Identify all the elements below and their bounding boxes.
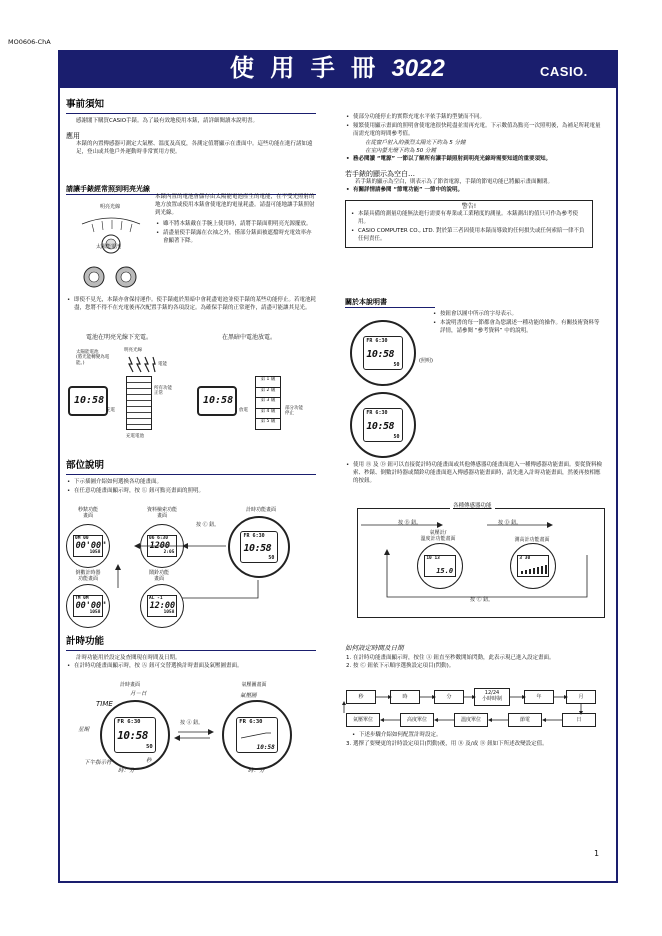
watch-line: 12:00 — [149, 600, 176, 611]
light-text: 本錶內置的電池會儲存由太陽能電池產生的電能，在不受光照射的地方放置或使用本錶會使電池的電量耗盡。請盡可能地讓手錶照射到光線。 — [155, 194, 315, 216]
hour-minute-label-2: 時：分 — [248, 768, 265, 774]
all-functions-label: 所有功能 正常 — [154, 386, 172, 397]
month-day-label: 月－日 — [130, 691, 147, 697]
about-manual-title-wrap — [345, 298, 435, 308]
watch-line: FR 6:30 — [366, 337, 388, 344]
watch-line: 1200 — [149, 540, 171, 551]
sun-watch-icon — [78, 214, 144, 292]
graph-watch — [222, 700, 292, 770]
settings-flow-arrows — [340, 686, 602, 732]
timer-face — [73, 595, 107, 617]
setting-item-minute: 分 — [434, 690, 464, 704]
weekday-label: 星期 — [78, 727, 90, 733]
sensor-access-text: • 使用 Ⓑ 及 Ⓓ 鈕可以直接從計時功能畫面或其他傳感器功能畫面進入一種傳感器功能畫面。要從資料檢索、秒錶、倒數計時器或鬧鈴功能畫面進入傳感器功能畫面時，請先進入計時功能畫面，然後再按相應的按鈕。 — [345, 462, 605, 486]
timer-label: 倒數計時器 功能畫面 — [75, 570, 101, 582]
charge-title: 電池在明亮光線下充電。 — [86, 334, 153, 341]
altitude-bars-icon — [520, 564, 548, 574]
discharge-time-digits: 10:58 — [203, 395, 234, 406]
battery-label: 充電電池 — [126, 434, 144, 439]
press-c2-label: 按 Ⓒ 鈕。 — [470, 597, 494, 603]
screen-label: 計時畫面 — [119, 682, 140, 688]
blank-display-bullet: • 有關詳情請參閱 “節電功能” 一節中的說明。 — [345, 187, 605, 195]
setting-item-year: 年 — [524, 690, 554, 704]
battery-level: 第 4 級 — [256, 409, 280, 420]
setting-item-hour: 時 — [390, 690, 420, 704]
solar-label: 太陽能電池 (將光能轉變為電能。) — [76, 350, 110, 366]
watch-line: 50 — [393, 361, 400, 368]
alarm-face — [147, 595, 177, 617]
setting-item-power-saving: 節電 — [508, 713, 542, 727]
graph-screen-label: 氣壓圖畫面 — [241, 682, 267, 688]
set-time-step-1: 1. 在計時功能畫面顯示時，按住 Ⓐ 鈕直至秒數開始閃動，此表示現已進入設定畫面。 — [346, 654, 555, 661]
charge-time-note: 在室內螢光燈下約為 50 分鐘 — [365, 147, 436, 154]
stopwatch-face — [73, 535, 107, 557]
usage-title: 應用 — [66, 131, 80, 140]
light-button-label: (照明) — [419, 358, 433, 364]
battery-charged-bars — [126, 376, 152, 430]
blank-display-title: 若手錶的顯示為空白… — [345, 169, 415, 178]
blank-display-text: 若手錶的顯示為空白，則表示為了節省電源，手錶的節電功能已將顯示畫面關閉。 — [355, 179, 554, 186]
setting-item-altitude-unit: 高度單位 — [400, 713, 434, 727]
stopwatch-label: 秒錶功能 畫面 — [77, 507, 98, 519]
about-manual-bullets — [432, 311, 604, 337]
about-bullet: • 本說明書的每一節都會為您講述一種功能的操作。有關技術資料等詳情，請參閱 “參考資料” 中的說明。 — [432, 320, 604, 336]
power-bullet: • 使部分功能停止的實際充電水平依手錶的型號而不同。 — [345, 114, 605, 122]
watch-line: FR 6:30 — [239, 718, 263, 725]
watch-line: 1058 — [89, 549, 101, 555]
watch-line: 2:05 — [163, 549, 175, 555]
warning-item: • 本錶具備的測量功能無法進行需要有專業或工業精度的測量。本錶測出的值只可作為參考使用。 — [350, 211, 588, 227]
about-watch-2 — [350, 392, 416, 458]
watch-line: 1058 — [89, 609, 101, 615]
precautions-title: 事前須知 — [66, 99, 316, 114]
power-label: 電能 — [158, 362, 167, 367]
watch-line: FR 6:30 — [243, 532, 265, 539]
watch-line: 1058 — [163, 609, 175, 615]
sunlight-illustration — [76, 204, 146, 296]
bright-light-label: 明亮光線 — [99, 204, 120, 210]
about-watch-face — [363, 336, 403, 371]
set-time-notes — [345, 732, 605, 749]
light-title: 請讓手錶經常照到明亮光線 — [66, 185, 316, 195]
sensor-functions-title: 各種傳感器功能 — [450, 503, 495, 510]
setting-item-day: 日 — [562, 713, 596, 727]
set-time-note: • 下述步驟介紹如何配置計時設定。 — [351, 732, 605, 740]
about-watch-face — [363, 408, 403, 443]
light-bullet: • 雖不將本錶戴在手腕上使用時，請將手錶面朝明亮光源擺放。 — [155, 221, 315, 229]
watch-line: 10 13 — [426, 555, 440, 561]
partial-stop-label: 部分功能 停止 — [285, 406, 303, 417]
set-time-step: 選擇了要變更的計時設定項目(閃動)後，用 Ⓑ 及/或 Ⓓ 鈕如下所述改變設定值。 — [353, 740, 548, 747]
document-code: MO0606-ChA — [8, 38, 51, 46]
light-text-block — [155, 194, 315, 247]
set-time-step: 按 Ⓒ 鈕依下示順序選換設定項目(閃動)。 — [353, 662, 455, 669]
watch-line: 10:58 — [117, 729, 148, 743]
light-bullet: • 請盡量使手錶露在衣袖之外，僅部分錶面被遮擋時充電效率亦會顯著下降。 — [155, 230, 315, 246]
watch-line: 10:58 — [366, 348, 395, 360]
model-number: 3022 — [391, 55, 445, 82]
altimeter-label: 測高計功能畫面 — [514, 537, 550, 543]
modes-bullet: • 下示插圖介紹如何選換各功能畫面。 — [66, 479, 316, 487]
watch-line: 00'00" — [75, 540, 107, 551]
light-bullets — [155, 221, 315, 246]
alarm-watch — [140, 584, 184, 628]
press-d-label: 按 Ⓓ 鈕。 — [498, 520, 522, 526]
charge-time-note: 在從窗戶射入的強烈太陽光下約為 5 分鐘 — [365, 139, 466, 146]
warning-box — [345, 200, 593, 248]
sensor-access-note — [345, 462, 605, 487]
precautions-intro: 感謝閣下購買CASIO手錶。為了最有效地使用本錶，請詳細閱讀本說明書。 — [76, 117, 259, 124]
second-label: 秒 — [146, 758, 152, 764]
hour-minute-label: 時：分 — [118, 768, 135, 774]
power-bullet: • 頻繁使用顯示畫面的照明會使電池很快耗盡並需再充電。下示數值為點亮一次照明後，為補足所耗電量而需充電的時間參考值。 — [345, 123, 605, 139]
recall-label: 資料檢索功能 畫面 — [146, 507, 177, 519]
press-b-label: 按 Ⓑ 鈕。 — [398, 520, 422, 526]
timekeeping-label: 計時功能畫面 — [245, 507, 276, 513]
light-arrows-icon — [126, 356, 156, 374]
press-c-label: 按 Ⓒ 鈕。 — [196, 522, 220, 528]
set-time-step-2: 2. 按 Ⓒ 鈕依下示順序選換設定項目(閃動)。 — [346, 662, 455, 669]
charge-diagram — [66, 346, 191, 446]
watch-line: 10:58 — [256, 743, 275, 751]
graph-label: 氣壓圖 — [240, 693, 257, 699]
altimeter-face — [517, 555, 549, 578]
watch-line: FR 6:30 — [117, 718, 141, 725]
dark-note — [66, 297, 316, 314]
about-watch-1 — [350, 320, 416, 386]
casio-logo: CASIO. — [540, 64, 588, 79]
power-bullets — [345, 114, 605, 139]
about-manual-title: 關於本說明書 — [345, 298, 435, 308]
warning-title: 警告! — [461, 203, 477, 211]
set-time-step-3: 3. 選擇了要變更的計時設定項目(閃動)後，用 Ⓑ 及/或 Ⓓ 鈕如下所述改變設定值。 — [346, 740, 548, 747]
timekeeping-section — [66, 636, 316, 672]
barometer-face — [424, 555, 456, 578]
battery-level: 第 3 級 — [256, 398, 280, 409]
setting-item-month: 月 — [566, 690, 596, 704]
pressure-graph-icon — [241, 730, 271, 740]
discharge-title: 在黑暗中電池放電。 — [222, 334, 277, 341]
battery-level: 第 2 級 — [256, 388, 280, 399]
watch-line: 3 30 — [519, 555, 531, 561]
pm-indicator-label: 下午指示符 — [84, 760, 112, 766]
bright-label: 明亮光線 — [124, 348, 142, 353]
watch-line: TM 0M — [75, 596, 89, 602]
dark-bullet: • 即使不見光，本錶亦會保持運作。使手錶處於黑暗中會耗盡電池並使手錶的某些功能停止。若電池耗盡，您將不得不在充電後再次配置手錶的各項設定。為確保手錶的正常運作，請盡可能讓其見光。 — [66, 297, 316, 313]
about-bullet: • 按鈕會以圖中所示的字母表示。 — [432, 311, 604, 319]
press-a-label: 按 Ⓐ 鈕。 — [180, 720, 204, 726]
watch-line: 0M 00 — [75, 536, 89, 542]
toggle-arrows — [174, 728, 214, 742]
graph-watch-face — [236, 717, 278, 754]
barometer-label: 氣壓計/ 溫度計功能畫面 — [420, 530, 456, 542]
watch-line: FR 6:30 — [366, 409, 388, 416]
modes-bullet: • 在任意功能畫面顯示時，按 Ⓛ 鈕可點亮畫面的照明。 — [66, 488, 316, 496]
setting-item-temp-unit: 溫度單位 — [454, 713, 488, 727]
time-label: TIME — [96, 700, 113, 708]
watch-line: 50 — [146, 744, 153, 751]
battery-level: 第 5 級 — [260, 419, 276, 425]
discharge-diagram — [195, 346, 315, 446]
modes-bullets — [66, 479, 316, 496]
charge-label: 充電 — [106, 408, 115, 413]
discharge-watch-display — [197, 386, 237, 416]
charge-watch-display — [68, 386, 108, 416]
set-time-step: 在計時功能畫面顯示時，按住 Ⓐ 鈕直至秒數開始閃動，此表示現已進入設定畫面。 — [353, 654, 555, 661]
modes-section — [66, 460, 316, 497]
power-bold-bullet — [345, 156, 605, 164]
watch-line: 50 — [393, 433, 400, 440]
battery-level: 第 1 級 — [256, 377, 280, 388]
battery-level-stack — [255, 376, 281, 430]
watch-line: 00'00" — [75, 600, 107, 611]
manual-title-text: 使 用 手 冊 — [230, 54, 380, 82]
watch-line: 10:58 — [243, 543, 272, 555]
solar-cell-label: 太陽能電池 — [96, 244, 122, 250]
watch-line: 06 6:30 — [149, 536, 168, 542]
warning-list — [350, 211, 588, 244]
timekeeping-bullets — [66, 663, 316, 671]
manual-title — [230, 52, 470, 85]
setting-item-pressure-unit: 氣壓單位 — [346, 713, 380, 727]
usage-text: 本錶的內置傳感器可測定大氣壓、溫度及高度，各測定值將顯示在畫面中。這些功能在進行諸如遠足，登山或其他戶外運動時非常實用方便。 — [76, 141, 313, 156]
main-watch-face — [114, 717, 156, 754]
timekeeping-title: 計時功能 — [66, 636, 316, 651]
precautions-section — [66, 99, 316, 157]
watch-line: 10:58 — [366, 420, 395, 432]
altimeter-watch — [510, 543, 556, 589]
right-notes — [345, 114, 605, 248]
mode-flow-arrows — [100, 520, 300, 610]
barometer-watch — [417, 543, 463, 589]
setting-item-12-24: 12/24 小時時制 — [474, 688, 510, 706]
timekeeping-intro: 計時功能用於設定及查閱現在時間及日期。 — [76, 654, 181, 661]
alarm-label: 鬧鈴功能 畫面 — [148, 570, 169, 582]
modes-title: 部位說明 — [66, 460, 316, 475]
timer-watch — [66, 584, 110, 628]
charge-time-digits: 10:58 — [74, 395, 105, 406]
setting-item-second: 秒 — [346, 690, 376, 704]
timekeeping-bullet: • 在計時功能畫面顯示時，按 Ⓐ 鈕可交替選換計時畫面及氣壓圖畫面。 — [66, 663, 316, 671]
warning-item: • CASIO COMPUTER CO., LTD. 對於第三者因使用本錶而導致的任何損失或任何索賠一律不負任何責任。 — [350, 228, 588, 244]
discharge-label: 放電 — [239, 408, 248, 413]
set-time-title: 如何設定時間及日期 — [345, 644, 404, 652]
watch-line: 50 — [268, 554, 275, 561]
watch-line: 15.0 — [436, 566, 454, 575]
watch-line: AL -1 — [149, 596, 163, 602]
set-time-section — [345, 644, 605, 671]
page-number: 1 — [594, 849, 600, 858]
power-section-note: • 務必閱讀 “電源” 一節以了解所有讓手錶照射到明亮光線時需要知道的重要須知。 — [345, 156, 605, 164]
